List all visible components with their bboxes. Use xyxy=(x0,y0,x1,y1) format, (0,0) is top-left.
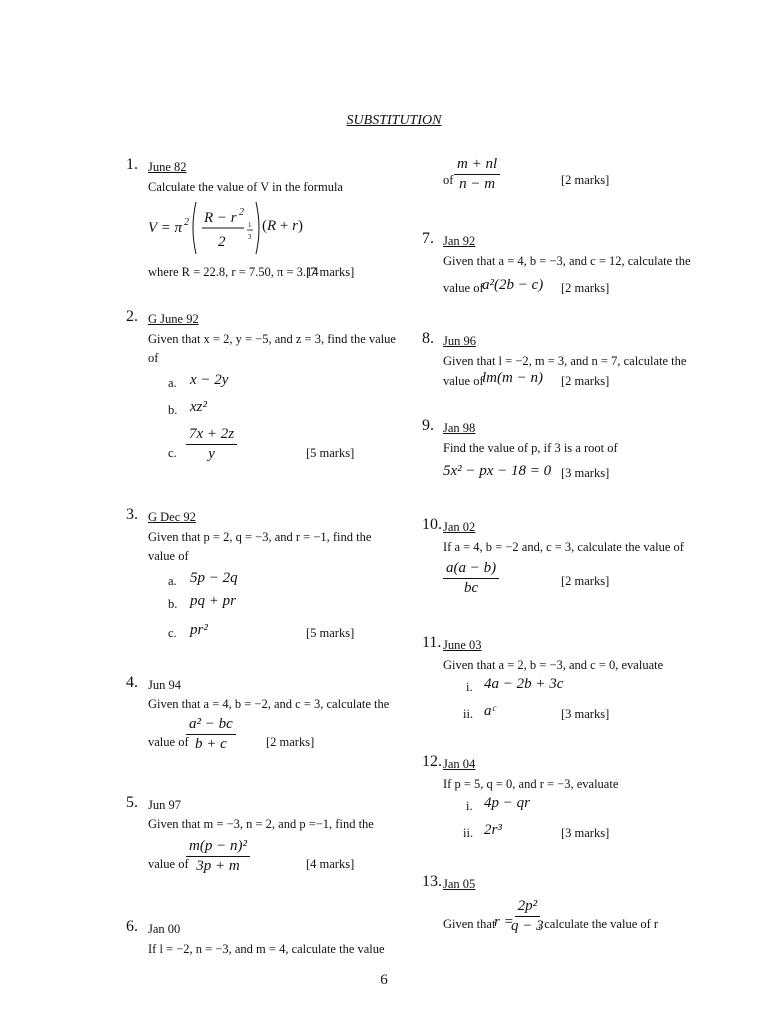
denominator: n − m xyxy=(459,176,496,193)
question-text: Given that xyxy=(443,917,496,931)
value-of-label: value of xyxy=(443,281,484,295)
question-text-cont: value of xyxy=(148,549,189,563)
part-label: i. xyxy=(466,799,473,813)
fraction xyxy=(454,156,500,194)
denominator: b + c xyxy=(195,736,227,753)
marks: [7 marks] xyxy=(306,265,355,279)
question-date: Jun 96 xyxy=(443,334,476,348)
question-number: 2. xyxy=(126,308,138,325)
question-date: Jan 02 xyxy=(443,520,476,534)
question-date: Jun 97 xyxy=(148,798,181,812)
expression: a²(2b − c) xyxy=(482,277,544,293)
denominator: 3p + m xyxy=(196,858,240,875)
part-label: ii. xyxy=(463,707,474,721)
question-text: Given that x = 2, y = −5, and z = 3, find the value xyxy=(148,332,396,346)
question-text: Calculate the value of V in the formula xyxy=(148,180,343,194)
question-text-cont: , calculate the value of r xyxy=(538,917,659,931)
part-expression: aᶜ xyxy=(484,703,496,719)
of-label: of xyxy=(443,173,454,187)
question-date: Jan 04 xyxy=(443,757,476,771)
fraction xyxy=(186,716,236,754)
page-title: SUBSTITUTION xyxy=(346,113,442,128)
question-number: 10. xyxy=(422,516,442,533)
question-number: 13. xyxy=(422,873,442,890)
marks: [2 marks] xyxy=(561,173,610,187)
question-text: Given that l = −2, m = 3, and n = 7, calculate the xyxy=(443,354,687,368)
question-number: 11. xyxy=(422,634,442,651)
value-of-label: value of xyxy=(148,735,189,749)
fraction xyxy=(186,426,237,464)
denominator: bc xyxy=(463,580,479,597)
question-date: Jan 00 xyxy=(148,922,181,936)
part-label: a. xyxy=(168,574,177,588)
part-expression: x − 2y xyxy=(190,372,229,388)
question-text: Given that a = 2, b = −3, and c = 0, evaluate xyxy=(443,658,664,672)
part-expression: pr² xyxy=(190,622,208,638)
part-label: b. xyxy=(168,403,178,417)
marks: [5 marks] xyxy=(306,626,355,640)
question-number: 9. xyxy=(422,417,434,434)
svg-text:2: 2 xyxy=(239,207,244,218)
question-text: Given that p = 2, q = −3, and r = −1, find the xyxy=(148,530,372,544)
expression: 5x² − px − 18 = 0 xyxy=(443,463,552,479)
formula-lhs: r = xyxy=(494,914,514,930)
question-text: If a = 4, b = −2 and, c = 3, calculate the value of xyxy=(443,540,684,554)
marks: [3 marks] xyxy=(561,466,610,480)
marks: [2 marks] xyxy=(266,735,315,749)
numerator: m + nl xyxy=(454,156,500,175)
numerator: m(p − n)² xyxy=(186,838,250,857)
question-number: 8. xyxy=(422,330,434,347)
question-text: If p = 5, q = 0, and r = −3, evaluate xyxy=(443,777,619,791)
svg-text:2: 2 xyxy=(184,217,189,228)
question-text: If l = −2, n = −3, and m = 4, calculate the value xyxy=(148,942,385,956)
question-date: Jan 98 xyxy=(443,421,476,435)
part-label: a. xyxy=(168,376,177,390)
question-number: 5. xyxy=(126,794,138,811)
fraction xyxy=(186,838,250,876)
marks: [2 marks] xyxy=(561,574,610,588)
svg-text:3: 3 xyxy=(248,233,252,241)
marks: [4 marks] xyxy=(306,857,355,871)
question-text: Given that m = −3, n = 2, and p =−1, find the xyxy=(148,817,374,831)
marks: [3 marks] xyxy=(561,707,610,721)
value-of-label: value of xyxy=(443,374,484,388)
question-text: Given that a = 4, b = −3, and c = 12, calculate the xyxy=(443,254,691,268)
question-date: Jun 94 xyxy=(148,678,181,692)
part-expression: 5p − 2q xyxy=(190,570,238,586)
question-date: Jan 05 xyxy=(443,877,476,891)
numerator: a² − bc xyxy=(186,716,236,735)
svg-text:1: 1 xyxy=(248,221,252,229)
volume-formula xyxy=(146,196,276,260)
question-number: 6. xyxy=(126,918,138,935)
question-number: 12. xyxy=(422,753,442,770)
marks: [2 marks] xyxy=(561,374,610,388)
part-label: ii. xyxy=(463,826,474,840)
part-label: b. xyxy=(168,597,178,611)
question-number: 7. xyxy=(422,230,434,247)
marks: [3 marks] xyxy=(561,826,610,840)
expression: lm(m − n) xyxy=(482,370,543,386)
part-expression: pq + pr xyxy=(190,593,236,609)
part-label: i. xyxy=(466,680,473,694)
denominator: y xyxy=(208,446,215,463)
question-text: Given that a = 4, b = −2, and c = 3, calculate the xyxy=(148,697,390,711)
question-text-cont: of xyxy=(148,351,159,365)
question-number: 1. xyxy=(126,156,138,173)
numerator: 7x + 2z xyxy=(186,426,237,445)
svg-text:2: 2 xyxy=(218,234,226,250)
question-date: June 03 xyxy=(443,638,482,652)
numerator: a(a − b) xyxy=(443,560,499,579)
svg-text:V = π: V = π xyxy=(148,220,183,236)
svg-text:R − r: R − r xyxy=(204,210,237,226)
part-expression: 4p − qr xyxy=(484,795,530,811)
marks: [5 marks] xyxy=(306,446,355,460)
question-date: June 82 xyxy=(148,160,187,174)
denominator: q − 3 xyxy=(511,918,544,935)
value-of-label: value of xyxy=(148,857,189,871)
question-number: 4. xyxy=(126,674,138,691)
part-label: c. xyxy=(168,626,177,640)
question-number: 3. xyxy=(126,506,138,523)
question-date: G June 92 xyxy=(148,312,199,326)
marks: [2 marks] xyxy=(561,281,610,295)
question-date: Jan 92 xyxy=(443,234,476,248)
question-date: G Dec 92 xyxy=(148,510,196,524)
part-label: c. xyxy=(168,446,177,460)
where-text: where R = 22.8, r = 7.50, π = 3.14 xyxy=(148,265,319,279)
fraction xyxy=(443,560,499,598)
part-expression: 4a − 2b + 3c xyxy=(484,676,564,692)
formula-rest: (R + r) xyxy=(262,218,303,234)
part-expression: 2r³ xyxy=(484,822,502,838)
question-text: Find the value of p, if 3 is a root of xyxy=(443,441,618,455)
part-expression: xz² xyxy=(190,399,207,415)
numerator: 2p² xyxy=(515,898,541,917)
page-number: 6 xyxy=(380,972,388,988)
